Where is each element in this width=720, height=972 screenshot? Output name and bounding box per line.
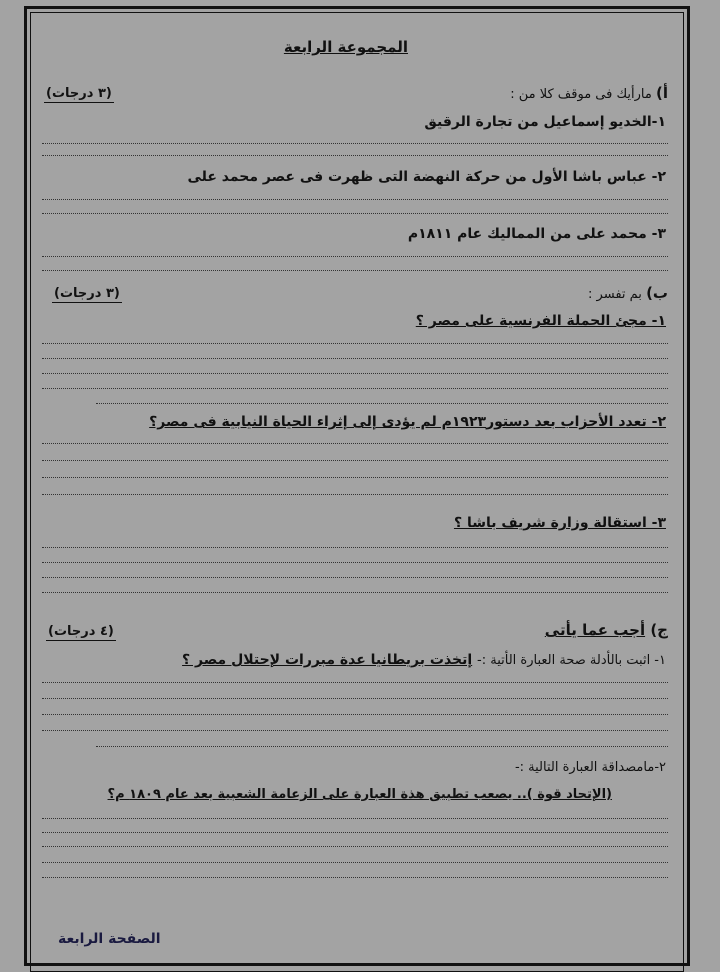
answer-line[interactable] — [42, 494, 668, 495]
section-b-item-3: ٣- استقالة وزارة شريف باشا ؟ — [453, 515, 666, 531]
section-c-label: ج) — [650, 621, 668, 639]
answer-line[interactable] — [42, 577, 668, 578]
section-c-item-2-prefix: ٢-مامصداقة العبارة التالية :- — [514, 760, 666, 775]
section-c-item-2-quote: (الإتحاد قوة ).. يصعب تطبيق هذة العبارة على الزعامة الشعبية بعد عام ١٨٠٩ م؟ — [107, 787, 612, 802]
section-c-item-1-prefix: ١- اثبت بالأدلة صحة العبارة الأتية :- — [477, 653, 666, 668]
answer-line[interactable] — [42, 373, 668, 374]
answer-line[interactable] — [42, 862, 668, 863]
section-a-grade: (٣ درجات) — [46, 86, 112, 101]
answer-line[interactable] — [42, 547, 668, 548]
section-b-item-2: ٢- تعدد الأحزاب بعد دستور١٩٢٣م لم يؤدى إلى إثراء الحياة النيابية فى مصر؟ — [149, 414, 666, 430]
section-c-grade: (٤ درجات) — [48, 624, 114, 639]
answer-line[interactable] — [42, 477, 668, 478]
section-a-item-3: ٣- محمد على من المماليك عام ١٨١١م — [407, 226, 666, 242]
section-b-heading — [588, 284, 668, 304]
answer-line[interactable] — [42, 698, 668, 699]
answer-line[interactable] — [42, 213, 668, 214]
answer-line[interactable] — [42, 155, 668, 156]
answer-line[interactable] — [42, 256, 668, 257]
answer-line[interactable] — [42, 343, 668, 344]
answer-line[interactable] — [42, 358, 668, 359]
section-b-item-1: ١- مجئ الحملة الفرنسية على مصر ؟ — [415, 313, 666, 329]
section-b-grade: (٣ درجات) — [54, 286, 120, 301]
section-c-item-1-statement: إتخذت بريطانيا عدة مبررات لإحتلال مصر ؟ — [182, 652, 473, 668]
answer-line[interactable] — [96, 403, 668, 404]
answer-line[interactable] — [42, 562, 668, 563]
section-a-label: أ) — [656, 84, 668, 102]
answer-line[interactable] — [42, 592, 668, 593]
section-c-prompt: أجب عما يأتى — [544, 621, 646, 639]
answer-line[interactable] — [96, 746, 668, 747]
section-a-item-1: ١-الخديو إسماعيل من تجارة الرقيق — [424, 114, 666, 130]
answer-line[interactable] — [42, 846, 668, 847]
section-a-item-2: ٢- عباس باشا الأول من حركة النهضة التى ظهرت فى عصر محمد على — [187, 169, 666, 185]
answer-line[interactable] — [42, 832, 668, 833]
answer-line[interactable] — [42, 682, 668, 683]
answer-line[interactable] — [42, 730, 668, 731]
section-a-heading — [510, 84, 668, 104]
answer-line[interactable] — [42, 460, 668, 461]
page-footer: الصفحة الرابعة — [58, 931, 161, 947]
answer-line[interactable] — [42, 270, 668, 271]
group-title: المجموعة الرابعة — [283, 38, 408, 56]
section-c-item-1 — [182, 651, 666, 670]
section-a-prompt: مارأيك فى موقف كلا من : — [510, 87, 652, 102]
answer-line[interactable] — [42, 388, 668, 389]
answer-line[interactable] — [42, 714, 668, 715]
page-border-inner — [30, 12, 684, 972]
answer-line[interactable] — [42, 199, 668, 200]
section-b-label: ب) — [646, 284, 668, 302]
answer-line[interactable] — [42, 143, 668, 144]
answer-line[interactable] — [42, 818, 668, 819]
section-c-heading — [545, 621, 668, 639]
answer-line[interactable] — [42, 443, 668, 444]
section-b-prompt: بم تفسر : — [588, 287, 642, 302]
answer-line[interactable] — [42, 877, 668, 878]
